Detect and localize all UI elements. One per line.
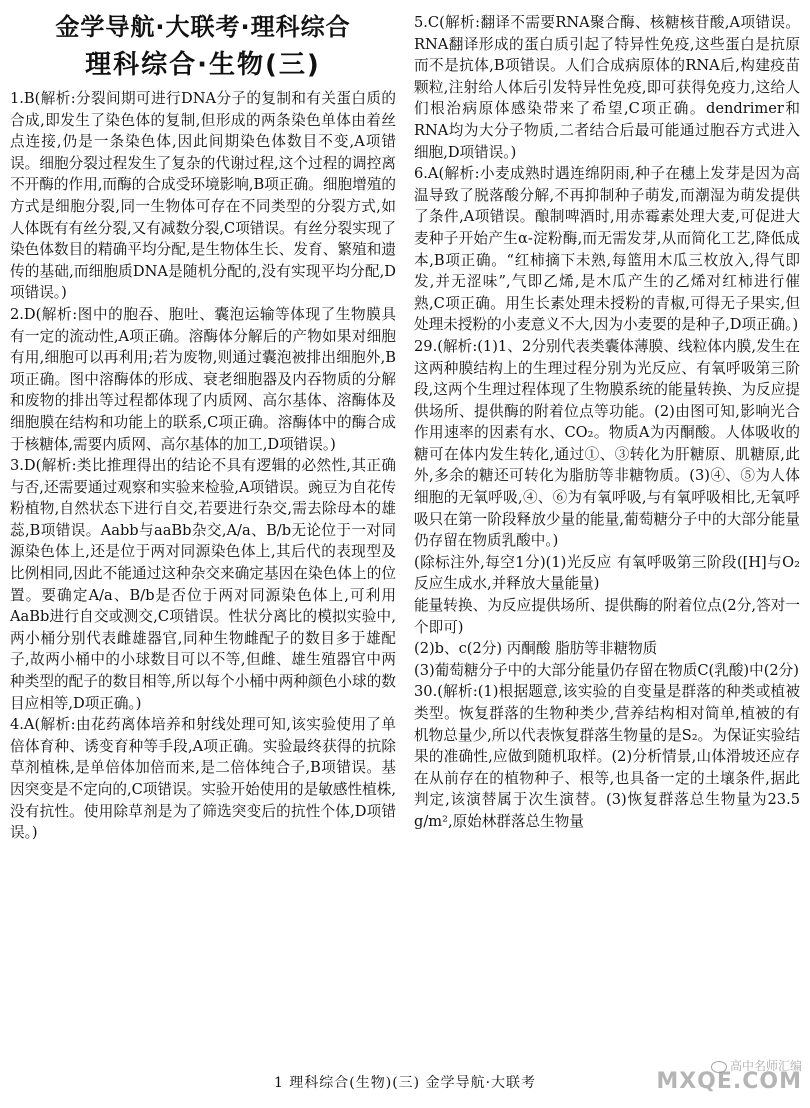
answer-paragraph: 4.A(解析:由花药离体培养和射线处理可知,该实验使用了单倍体育种、诱变育种等手段,A项正确。实验最终获得的抗除草剂植株,是单倍体加倍而来,是二倍体纯合子,B项错误。基因突变是不定向的,C项错误。实验开始使用的是敏感性植株,没有抗性。使用除草剂是为了筛选突变后的抗性个体,D项错误。) <box>10 716 396 842</box>
answer-paragraph: 1.B(解析:分裂间期可进行DNA分子的复制和有关蛋白质的合成,即发生了染色体的复制,但形成的两条染色单体由着丝点连接,仍是一条染色体,因此间期染色体数目不变,A项错误。细胞分裂过程发生了复杂的代谢过程,这个过程的调控离不开酶的作用,而酶的合成受环境影响,B项正确。细胞增殖的方式是细胞分裂,同一生物体可存在不同类型的分裂方式,如人体既有有丝分裂,又有减数分裂,C项错误。有丝分裂实现了染色体数目的精确平均分配,是生物体生长、发育、繁殖和遗传的基础,而细胞质DNA是随机分配的,没有实现平均分配,D项错误。) <box>10 90 396 302</box>
right-column <box>414 12 800 833</box>
page-footer: 1 理科综合(生物)(三) 金学导航·大联考 <box>273 1075 537 1091</box>
watermark-text: 高中名师汇编 <box>729 1059 802 1073</box>
answer-paragraph: 30.(解析:(1)根据题意,该实验的自变量是群落的种类或植被类型。恢复群落的生物种类少,营养结构相对简单,植被的有机物总量少,所以代表恢复群落生物量的是S₂。为保证实验结果的准确性,应做到随机取样。(2)分析情景,山体滑坡还应存在从前存在的植物种子、根等,也具备一定的土壤条件,据此判定,该演替属于次生演替。(3)恢复群落总生物量为23.5 g/m²,原始林群落总生物量 <box>414 683 800 830</box>
watermark-logo: MXQE.COM <box>656 1069 802 1094</box>
answer-paragraph: 3.D(解析:类比推理得出的结论不具有逻辑的必然性,其正确与否,还需要通过观察和实验来检验,A项错误。豌豆为自花传粉植物,自然状态下进行自交,若要进行杂交,需去除母本的雄蕊,B项错误。Aabb与aaBb杂交,A/a、B/b无论位于一对同源染色体上,还是位于两对同源染色体上,其后代的表现型及比例相同,因此不能通过这种杂交来确定基因在染色体上的位置。要确定A/a、B/b是否位于两对同源染色体上,可利用AaBb进行自交或测交,C项错误。性状分离比的模拟实验中,两小桶分别代表雌雄器官,同种生物雌配子的数目多于雄配子,故两小桶中的小球数目可以不等,但雌、雄生殖器官中两种类型的配子的数目相等,所以每个小桶中两种颜色小球的数目应相等,D项正确。) <box>10 457 396 712</box>
answer-paragraph: (2)b、c(2分) 丙酮酸 脂肪等非糖物质 <box>414 640 658 658</box>
page-subtitle: 理科综合·生物(三) <box>85 50 321 80</box>
answer-paragraph: 29.(解析:(1)1、2分别代表类囊体薄膜、线粒体内膜,发生在这两种膜结构上的生理过程分别为光反应、有氧呼吸第三阶段,这两个生理过程体现了生物膜系统的能量转换、为反应提供场所、提供酶的附着位点等功能。(2)由图可知,影响光合作用速率的因素有水、CO₂。物质A为丙酮酸。人体吸收的糖可在体内发生转化,通过①、③转化为肝糖原、肌糖原,此外,多余的糖还可转化为脂肪等非糖物质。(3)④、⑤为人体细胞的无氧呼吸,④、⑥为有氧呼吸,与有氧呼吸相比,无氧呼吸只在第一阶段释放少量的能量,葡萄糖分子中的大部分能量仍存留在物质乳酸中。) <box>414 337 800 550</box>
answer-paragraph: 6.A(解析:小麦成熟时遇连绵阴雨,种子在穗上发芽是因为高温导致了脱落酸分解,不再抑制种子萌发,而潮湿为萌发提供了条件,A项错误。酿制啤酒时,用赤霉素处理大麦,可促进大麦种子开始产生α-淀粉酶,而无需发芽,从而简化工艺,降低成本,B项正确。“红柿摘下未熟,每篮用木瓜三枚放入,得气即发,并无涩味”,气即乙烯,是木瓜产生的乙烯对红柿进行催熟,C项正确。用生长素处理未授粉的青椒,可得无子果实,但处理未授粉的小麦意义不大,因为小麦要的是种子,D项正确。) <box>414 165 800 334</box>
watermark <box>656 1058 802 1094</box>
answer-paragraph: 能量转换、为反应提供场所、提供酶的附着位点(2分,答对一个即可) <box>414 597 800 636</box>
answer-paragraph: 5.C(解析:翻译不需要RNA聚合酶、核糖核苷酸,A项错误。RNA翻译形成的蛋白质引起了特异性免疫,这些蛋白是抗原而不是抗体,B项错误。人们合成病原体的RNA后,构建疫苗颗粒,注射给人体后引发特异性免疫,即可获得免疫力,这给人们根治病原体感染带来了希望,C项正确。dendrimer和RNA均为大分子物质,二者结合后最可能通过胞吞方式进入细胞,D项错误。) <box>414 14 800 161</box>
answer-paragraph: (3)葡萄糖分子中的大部分能量仍存留在物质C(乳酸)中(2分) <box>414 661 799 679</box>
answer-paragraph: (除标注外,每空1分)(1)光反应 有氧呼吸第三阶段([H]与O₂反应生成水,并释放大量能量) <box>414 553 800 593</box>
page-title: 金学导航·大联考·理科综合 <box>55 13 351 41</box>
answer-paragraph: 2.D(解析:图中的胞吞、胞吐、囊泡运输等体现了生物膜具有一定的流动性,A项正确。溶酶体分解后的产物如果对细胞有用,细胞可以再利用;若为废物,则通过囊泡被排出细胞外,B项正确。图中溶酶体的形成、衰老细胞器及内吞物质的分解和废物的排出等过程都体现了内质网、高尔基体、溶酶体及细胞膜在结构和功能上的联系,C项正确。溶酶体中的酶合成于核糖体,需要内质网、高尔基体的加工,D项错误。) <box>10 305 396 453</box>
left-column <box>10 10 396 844</box>
